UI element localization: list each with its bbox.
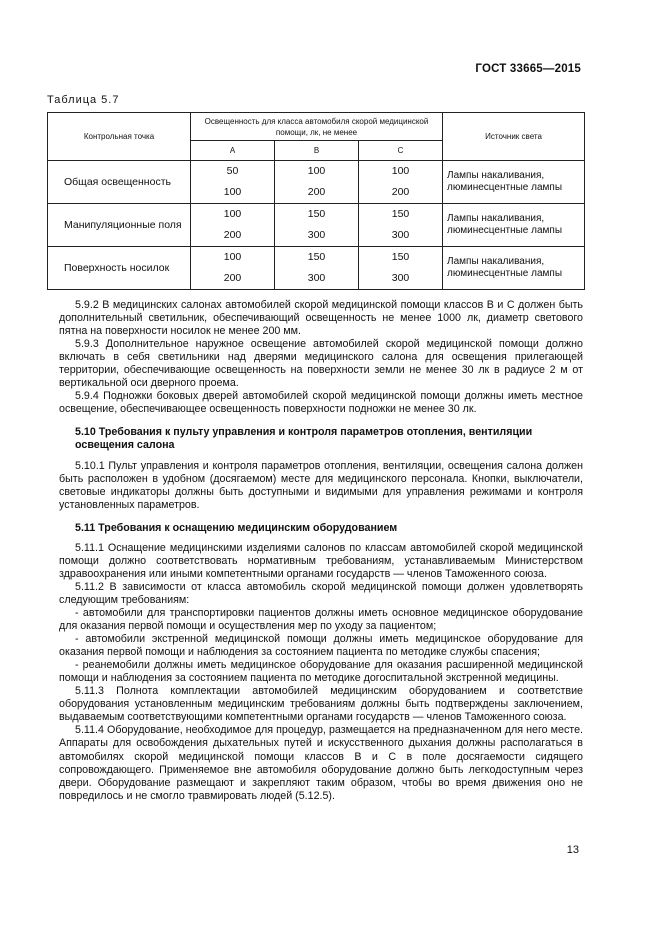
value-cell: 100 — [307, 165, 326, 177]
table-header-row — [48, 113, 585, 141]
row-class-c — [359, 161, 443, 204]
value-cell: 150 — [307, 208, 326, 220]
section-heading-5-10: 5.10 Требования к пульту управления и контроля параметров отопления, вентиляции освещения салона — [75, 426, 533, 452]
value-cell: 300 — [391, 272, 410, 284]
spacer — [59, 512, 583, 522]
paragraph-5-11-3: 5.11.3 Полнота комплектации автомобилей медицинским оборудованием и соответствие оборудования установленным медицинским требованиям должны быть подтверждены заключением, выдаваемым соответствующими компетентными органами государств — членов Таможенного союза. — [59, 685, 583, 724]
value-cell: 200 — [307, 186, 326, 198]
paragraph-5-11-2: 5.11.2 В зависимости от класса автомобиль скорой медицинской помощи должен удовлетворять следующим требованиям: — [59, 580, 583, 606]
row-class-b — [275, 161, 359, 204]
list-item: - автомобили экстренной медицинской помощи должны иметь медицинское оборудование для оказания первой помощи и наблюдения за состоянием пациента по методике службы спасения; — [59, 633, 583, 659]
value-cell: 300 — [307, 272, 326, 284]
spacer — [59, 453, 583, 460]
table-caption: Таблица 5.7 — [47, 94, 120, 106]
value-cell: 150 — [391, 251, 410, 263]
page-number: 13 — [566, 844, 579, 856]
header-class-c: C — [359, 141, 443, 161]
header-class-a: A — [191, 141, 275, 161]
value-cell: 200 — [223, 229, 242, 241]
row-control-point: Поверхность носилок — [48, 247, 191, 290]
row-light-source: Лампы накаливания, люминесцентные лампы — [443, 247, 585, 290]
header-light-source: Источник света — [443, 113, 585, 161]
value-cell: 100 — [223, 251, 242, 263]
row-class-c — [359, 247, 443, 290]
value-cell: 150 — [307, 251, 326, 263]
value-cell: 50 — [226, 165, 239, 177]
table-row — [48, 247, 585, 290]
spacer — [59, 416, 583, 426]
spacer — [59, 535, 583, 542]
paragraph-5-10-1: 5.10.1 Пульт управления и контроля параметров отопления, вентиляции, освещения салона должен быть расположен в удобном (досягаемом) месте для медицинского персонала. Кнопки, выключатели, световые индикаторы должны быть доступными и видимыми для управления режимами и контроля установленных параметров. — [59, 459, 583, 511]
table-row — [48, 204, 585, 247]
list-item: - реанемобили должны иметь медицинское оборудование для оказания расширенной медицинской помощи и наблюдения за состоянием пациента по методике догоспитальной экстренной медицины. — [59, 659, 583, 685]
value-cell: 150 — [391, 208, 410, 220]
value-cell: 100 — [223, 186, 242, 198]
row-class-b — [275, 247, 359, 290]
value-cell: 200 — [223, 272, 242, 284]
row-class-a — [191, 204, 275, 247]
row-control-point: Манипуляционные поля — [48, 204, 191, 247]
paragraph-5-11-4: 5.11.4 Оборудование, необходимое для процедур, размещается на предназначенном для него месте. Аппараты для освобождения дыхательных путей и искусственного дыхания должны располагаться в автомобилях скорой медицинской помощи классов B и C в поле досягаемости сидящего сопровождающего. Применяемое вне автомобиля оборудование должно быть легкодоступным через двери. Оборудование размещают и закрепляют таким образом, чтобы во время движения оно не повредилось и не смогло травмировать людей (5.12.5). — [59, 724, 583, 802]
paragraph-5-9-3: 5.9.3 Дополнительное наружное освещение автомобилей скорой медицинской помощи должно включать в себя светильники над дверями медицинского салона для освещения прилегающей территории, обеспечивающие освещенность на поверхности земли не менее 30 лк в радиусе 2 м от вертикальной оси дверного проема. — [59, 338, 583, 390]
row-light-source: Лампы накаливания, люминесцентные лампы — [443, 161, 585, 204]
paragraph-5-9-4: 5.9.4 Подножки боковых дверей автомобилей скорой медицинской помощи должны иметь местное освещение, обеспечивающее освещенность поверхности подножки не менее 30 лк. — [59, 390, 583, 416]
table-row — [48, 161, 585, 204]
section-heading-5-11: 5.11 Требования к оснащению медицинским оборудованием — [75, 521, 398, 534]
list-item: - автомобили для транспортировки пациентов должны иметь основное медицинское оборудование для оказания первой помощи и осуществления мер по уходу за пациентом; — [59, 606, 583, 633]
header-control-point: Контрольная точка — [48, 113, 191, 161]
value-cell: 200 — [391, 186, 410, 198]
document-body — [59, 299, 583, 803]
row-light-source: Лампы накаливания, люминесцентные лампы — [443, 204, 585, 247]
value-cell: 300 — [307, 229, 326, 241]
row-control-point: Общая освещенность — [48, 161, 191, 204]
value-cell: 100 — [391, 165, 410, 177]
paragraph-5-11-1: 5.11.1 Оснащение медицинскими изделиями салонов по классам автомобилей скорой медицинской помощи должно соответствовать нормативным требованиям, устанавливаемым Министерством здравоохранения или иными компетентными органами государств — членов Таможенного союза. — [59, 541, 583, 580]
paragraph-5-9-2: 5.9.2 В медицинских салонах автомобилей скорой медицинской помощи классов B и C должен быть дополнительный светильник, обеспечивающий освещенность не менее 1000 лк, диаметр светового пятна на поверхности носилок не менее 200 мм. — [59, 299, 583, 338]
row-class-a — [191, 161, 275, 204]
document-id: ГОСТ 33665—2015 — [475, 63, 581, 75]
header-illumination: Освещенность для класса автомобиля скорой медицинской помощи, лк, не менее — [191, 113, 443, 141]
value-cell: 100 — [223, 208, 242, 220]
row-class-a — [191, 247, 275, 290]
header-class-b: B — [275, 141, 359, 161]
row-class-c — [359, 204, 443, 247]
value-cell: 300 — [391, 229, 410, 241]
illumination-table — [47, 112, 585, 290]
row-class-b — [275, 204, 359, 247]
